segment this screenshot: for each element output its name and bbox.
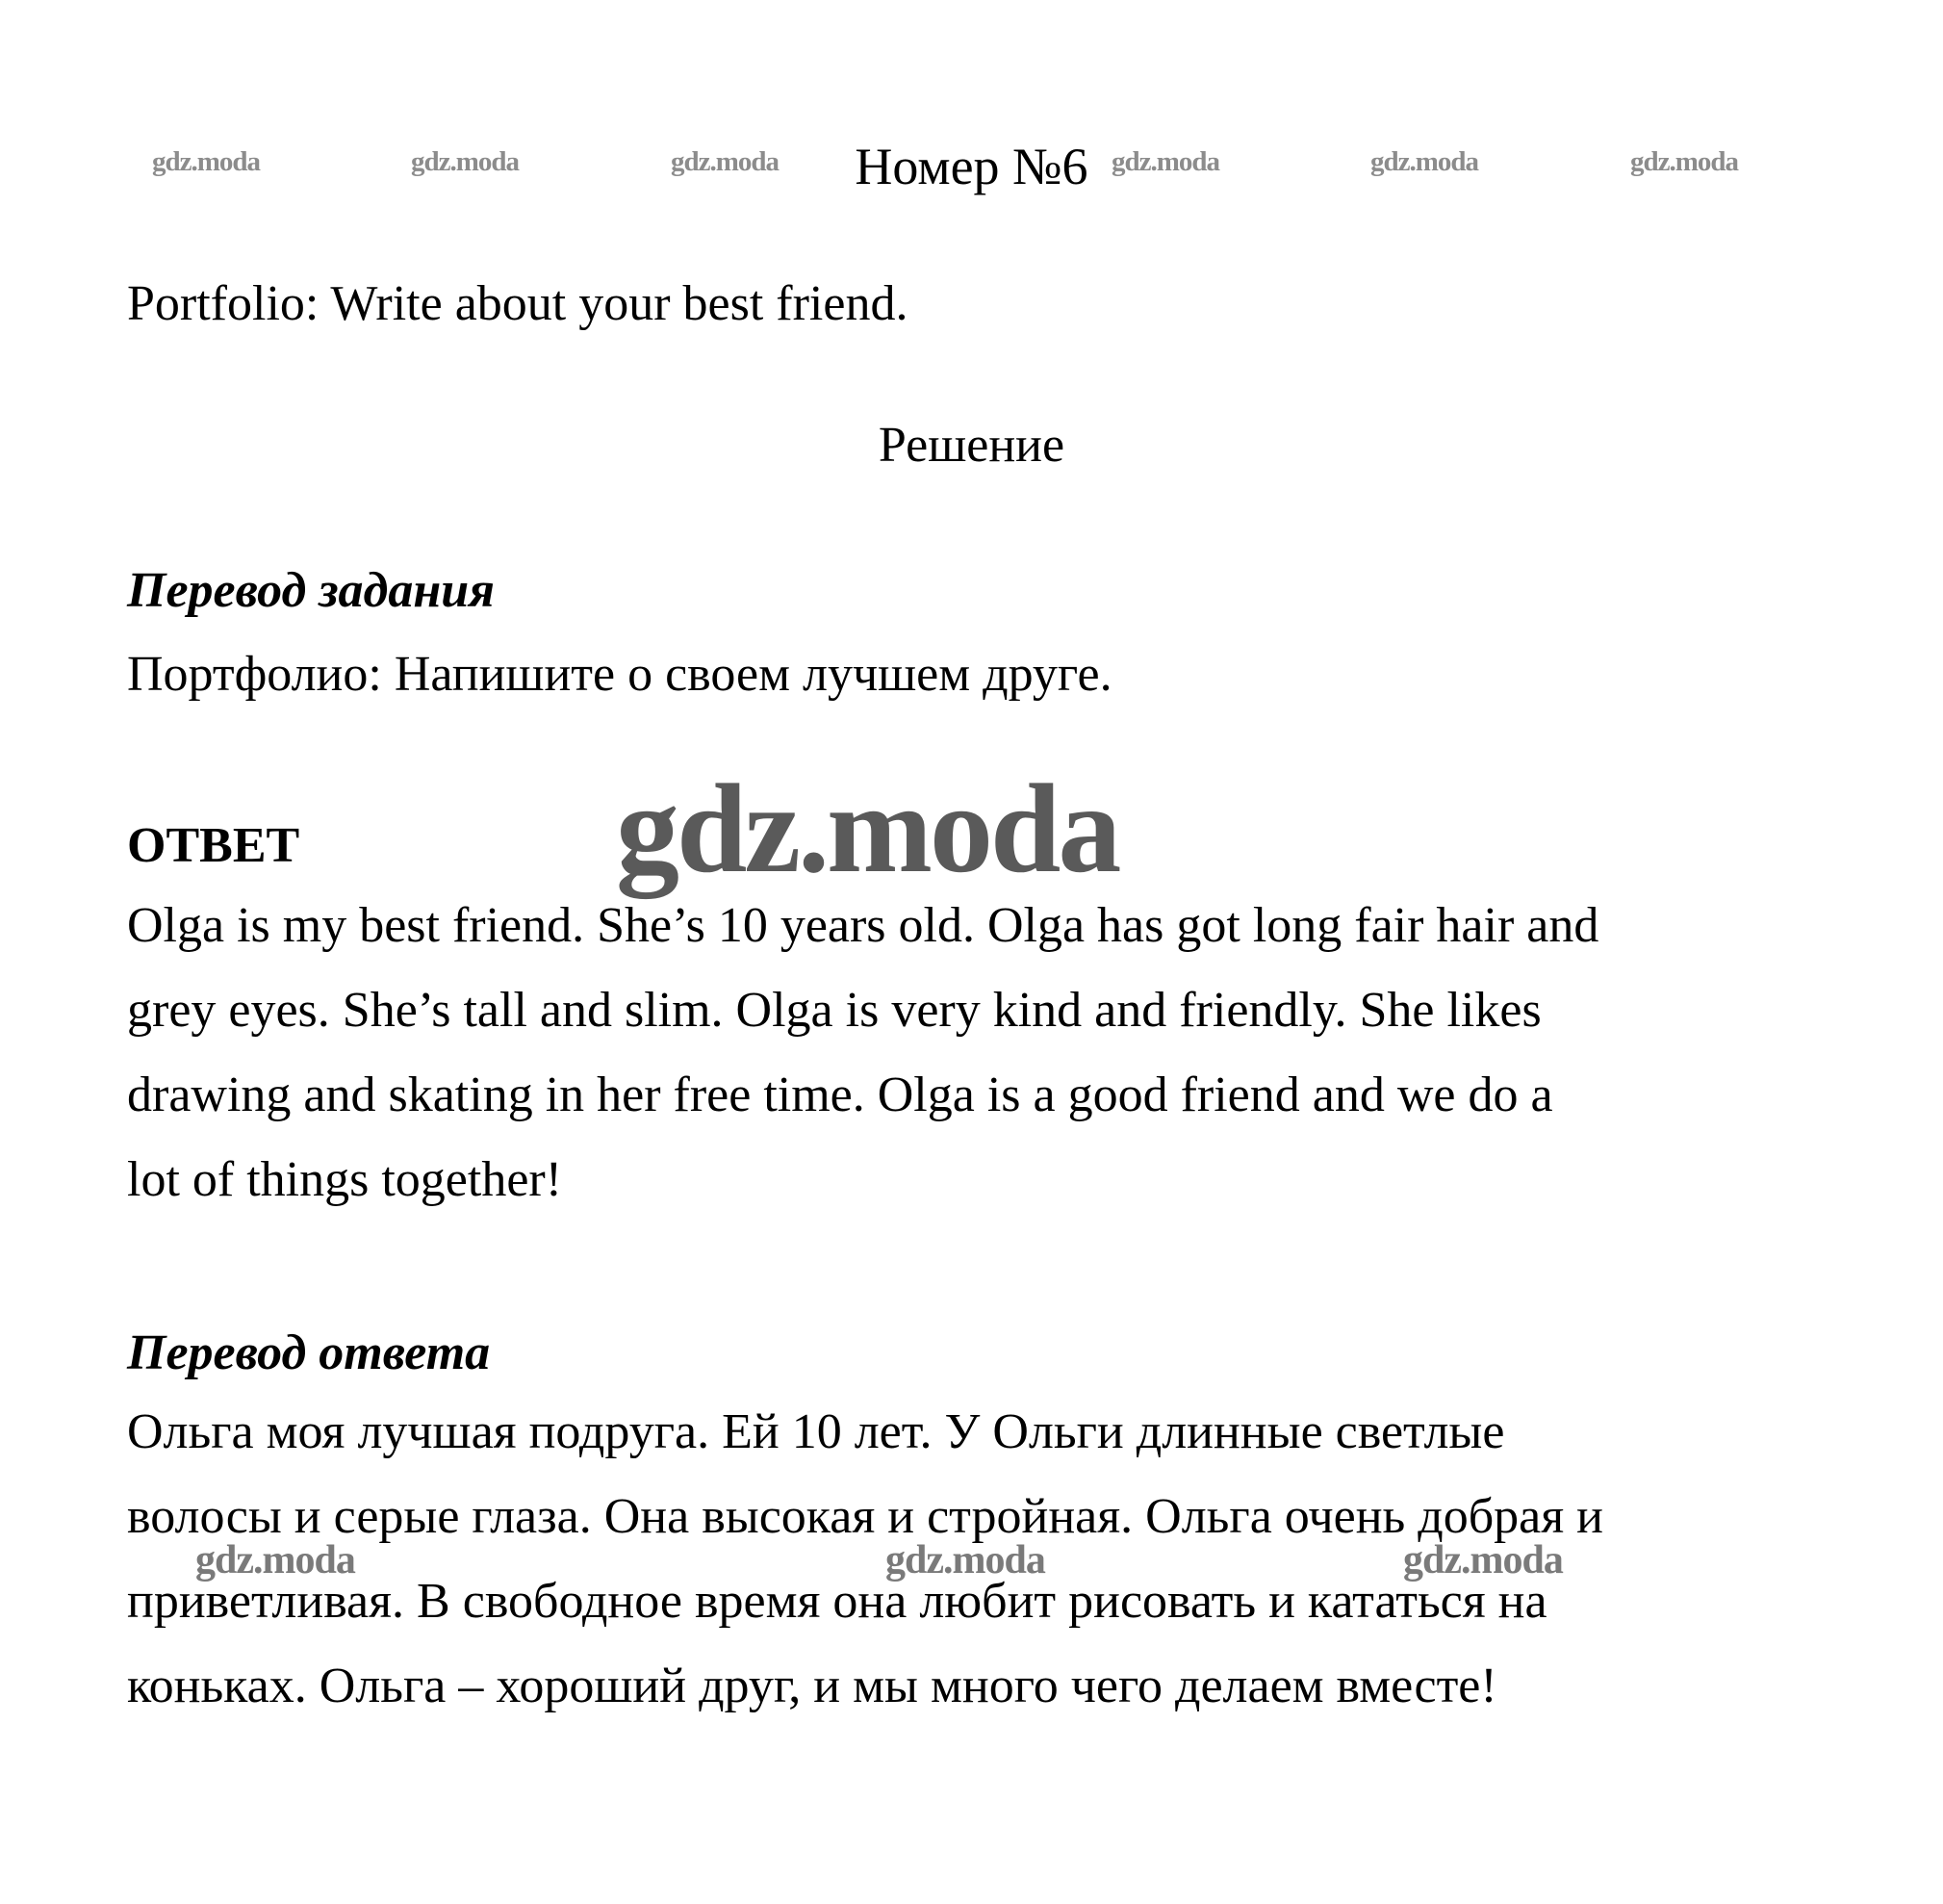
watermark-top-1: gdz.moda (152, 146, 261, 177)
watermark-bottom-3: gdz.moda (1403, 1538, 1563, 1582)
answer-heading: ОТВЕТ (127, 818, 300, 873)
answer-line: drawing and skating in her free time. Olga is a good friend and we do a (127, 1068, 1553, 1122)
answer-translation-line: волосы и серые глаза. Она высокая и стройная. Ольга очень добрая и (127, 1489, 1603, 1544)
watermark-top-5: gdz.moda (1370, 146, 1479, 177)
answer-translation-heading: Перевод ответа (127, 1325, 491, 1380)
page-title: Номер №6 (855, 138, 1088, 195)
watermark-bottom-1: gdz.moda (195, 1538, 355, 1582)
answer-paragraph (127, 884, 1598, 1222)
solution-label: Решение (878, 418, 1065, 473)
answer-line: lot of things together! (127, 1152, 563, 1207)
answer-line: Olga is my best friend. She’s 10 years old. Olga has got long fair hair and (127, 898, 1599, 953)
task-translation-heading: Перевод задания (127, 563, 495, 618)
answer-line: grey eyes. She’s tall and slim. Olga is very kind and friendly. She likes (127, 983, 1542, 1038)
watermark-top-6: gdz.moda (1630, 146, 1739, 177)
answer-translation-line: Ольга моя лучшая подруга. Ей 10 лет. У Ольги длинные светлые (127, 1404, 1505, 1459)
answer-translation-line: приветливая. В свободное время она любит рисовать и кататься на (127, 1574, 1547, 1629)
task-text: Portfolio: Write about your best friend. (127, 276, 908, 331)
watermark-top-2: gdz.moda (411, 146, 520, 177)
watermark-bottom-2: gdz.moda (885, 1538, 1045, 1582)
watermark-top-4: gdz.moda (1112, 146, 1220, 177)
watermark-large: gdz.moda (616, 758, 1119, 899)
watermark-top-3: gdz.moda (671, 146, 780, 177)
answer-translation-line: коньках. Ольга – хороший друг, и мы много чего делаем вместе! (127, 1659, 1497, 1713)
task-translation-text: Портфолио: Напишите о своем лучшем друге. (127, 647, 1112, 702)
